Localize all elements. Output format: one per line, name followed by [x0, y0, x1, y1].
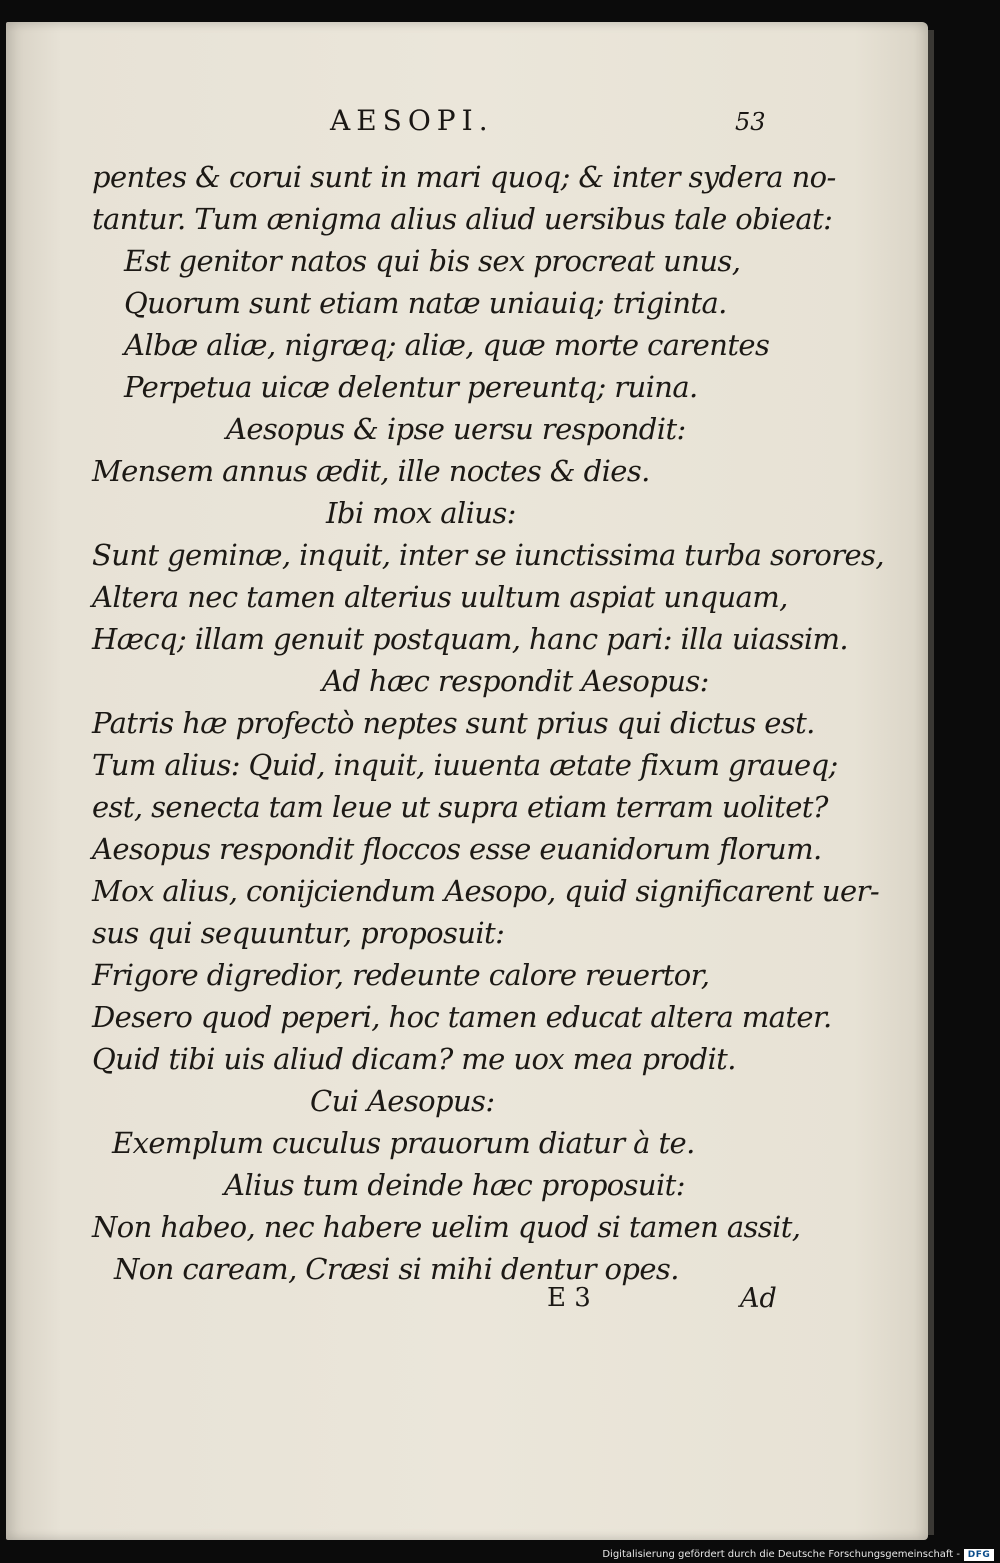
- verse-line: Exemplum cuculus prauorum diatur à te.: [112, 1126, 695, 1160]
- text-line: Hæcq; illam genuit postquam, hanc pari: illa uiassim.: [92, 622, 849, 656]
- signature-mark: E 3: [547, 1283, 591, 1313]
- verse-line: Albæ aliæ, nigræq; aliæ, quæ morte carentes: [124, 328, 770, 362]
- catchword: Ad: [740, 1283, 777, 1314]
- centered-line: Ad hæc respondit Aesopus:: [322, 664, 709, 698]
- text-line: pentes & corui sunt in mari quoq; & inter sydera no-: [92, 160, 836, 194]
- text-line: Aesopus respondit floccos esse euanidorum florum.: [92, 832, 822, 866]
- text-line: Frigore digredior, redeunte calore reuertor,: [92, 958, 710, 992]
- verse-line: Perpetua uicæ delentur pereuntq; ruina.: [124, 370, 698, 404]
- centered-line: Alius tum deinde hæc proposuit:: [224, 1168, 685, 1202]
- text-line: sus qui sequuntur, proposuit:: [92, 916, 505, 950]
- centered-line: Aesopus & ipse uersu respondit:: [226, 412, 686, 446]
- verse-line: Est genitor natos qui bis sex procreat unus,: [124, 244, 741, 278]
- verse-line: Non caream, Cræsi si mihi dentur opes.: [114, 1252, 679, 1286]
- text-line: Mensem annus ædit, ille noctes & dies.: [92, 454, 650, 488]
- centered-line: Cui Aesopus:: [310, 1084, 495, 1118]
- text-line: Patris hæ profectò neptes sunt prius qui dictus est.: [92, 706, 815, 740]
- digitization-credit: Digitalisierung gefördert durch die Deutsche Forschungsgemeinschaft -: [602, 1549, 960, 1560]
- text-line: Non habeo, nec habere uelim quod si tamen assit,: [92, 1210, 801, 1244]
- centered-line: Ibi mox alius:: [326, 496, 516, 530]
- running-head-title: AESOPI.: [330, 104, 494, 137]
- text-line: Mox alius, conijciendum Aesopo, quid significarent uer-: [92, 874, 880, 908]
- text-line: Desero quod peperi, hoc tamen educat altera mater.: [92, 1000, 832, 1034]
- folio-number: 53: [735, 108, 766, 136]
- text-line: tantur. Tum ænigma alius aliud uersibus tale obieat:: [92, 202, 833, 236]
- text-line: Quid tibi uis aliud dicam? me uox mea prodit.: [92, 1042, 736, 1076]
- text-line: est, senecta tam leue ut supra etiam terram uolitet?: [92, 790, 828, 824]
- text-line: Sunt geminæ, inquit, inter se iunctissima turba sorores,: [92, 538, 884, 572]
- dfg-logo-icon: DFG: [964, 1549, 994, 1561]
- text-line: Tum alius: Quid, inquit, iuuenta ætate fixum graueq;: [92, 748, 838, 782]
- verse-line: Quorum sunt etiam natæ uniauiq; triginta.: [124, 286, 727, 320]
- text-line: Altera nec tamen alterius uultum aspiat unquam,: [92, 580, 788, 614]
